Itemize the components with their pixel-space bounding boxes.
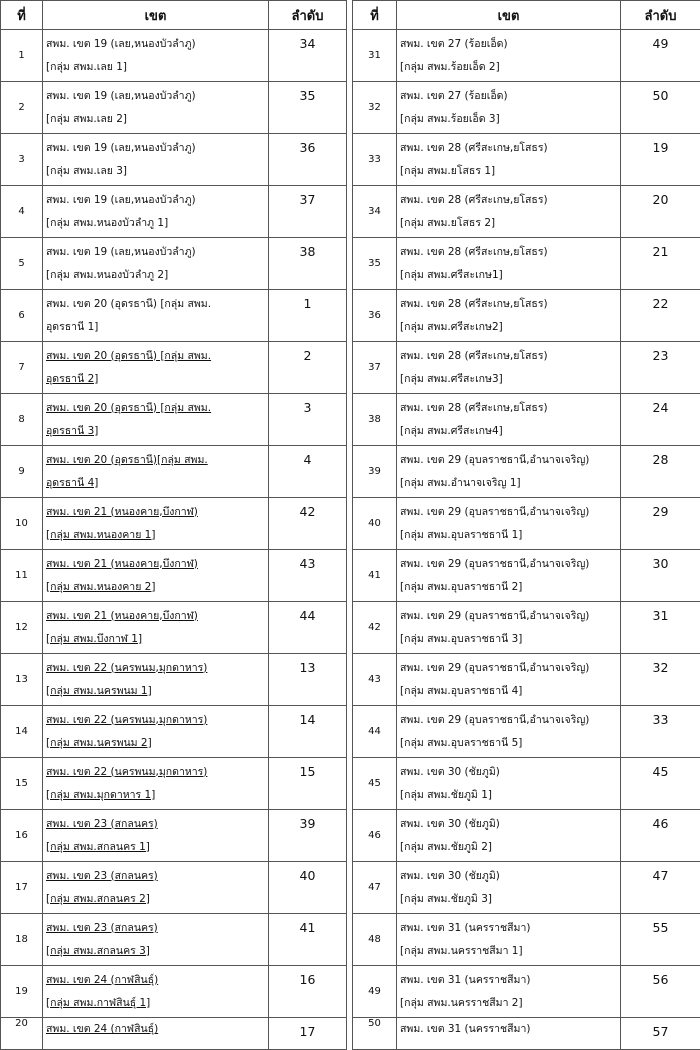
zone-line-1: สพม. เขต 20 (อุดรธานี) [กลุ่ม สพม. xyxy=(46,345,268,368)
zone-line-2: [กลุ่ม สพม.หนองคาย 2] xyxy=(46,576,268,599)
table-row xyxy=(353,134,700,186)
zone-cell xyxy=(43,186,269,238)
table-row xyxy=(1,862,347,914)
row-number: 38 xyxy=(353,394,397,446)
rank-cell: 19 xyxy=(621,134,700,186)
row-number: 8 xyxy=(1,394,43,446)
left-table-body xyxy=(1,30,347,1050)
row-number: 11 xyxy=(1,550,43,602)
zone-line-2: [กลุ่ม สพม.ชัยภูมิ 2] xyxy=(400,836,620,859)
zone-line-1: สพม. เขต 19 (เลย,หนองบัวลำภู) xyxy=(46,33,268,56)
rank-cell: 36 xyxy=(269,134,347,186)
zone-line-1: สพม. เขต 21 (หนองคาย,บึงกาฬ) xyxy=(46,553,268,576)
table-row xyxy=(353,706,700,758)
zone-line-2: [กลุ่ม สพม.สกลนคร 3] xyxy=(46,940,268,963)
rank-cell: 35 xyxy=(269,82,347,134)
zone-line-1: สพม. เขต 20 (อุดรธานี) [กลุ่ม สพม. xyxy=(46,397,268,420)
zone-line-2: [กลุ่ม สพม.ยโสธร 2] xyxy=(400,212,620,235)
row-number: 46 xyxy=(353,810,397,862)
zone-cell xyxy=(43,862,269,914)
zone-cell xyxy=(397,30,621,82)
table-row xyxy=(1,654,347,706)
zone-cell xyxy=(397,550,621,602)
zone-cell xyxy=(43,654,269,706)
rank-cell: 56 xyxy=(621,966,700,1018)
zone-line-2: อุดรธานี 3] xyxy=(46,420,268,443)
table-row xyxy=(353,82,700,134)
row-number: 43 xyxy=(353,654,397,706)
row-number: 20 xyxy=(1,1018,43,1050)
zone-line-2: [กลุ่ม สพม.ศรีสะเกษ1] xyxy=(400,264,620,287)
zone-cell xyxy=(43,394,269,446)
table-row xyxy=(1,290,347,342)
zone-line-1: สพม. เขต 28 (ศรีสะเกษ,ยโสธร) xyxy=(400,189,620,212)
zone-cell xyxy=(43,342,269,394)
rank-cell: 14 xyxy=(269,706,347,758)
row-number: 17 xyxy=(1,862,43,914)
rank-cell: 3 xyxy=(269,394,347,446)
zone-line-2: [กลุ่ม สพม.ศรีสะเกษ3] xyxy=(400,368,620,391)
row-number: 12 xyxy=(1,602,43,654)
header-zone: เขต xyxy=(397,1,621,30)
rank-cell: 46 xyxy=(621,810,700,862)
header-no: ที่ xyxy=(1,1,43,30)
zone-cell xyxy=(43,446,269,498)
header-rank: ลำดับ xyxy=(269,1,347,30)
rank-cell: 57 xyxy=(621,1018,700,1050)
zone-cell xyxy=(43,810,269,862)
rank-cell: 28 xyxy=(621,446,700,498)
zone-line-1: สพม. เขต 22 (นครพนม,มุกดาหาร) xyxy=(46,657,268,680)
left-ranking-table xyxy=(0,0,347,1050)
zone-line-2: [กลุ่ม สพม.อุบลราชธานี 2] xyxy=(400,576,620,599)
rank-cell: 43 xyxy=(269,550,347,602)
table-row xyxy=(353,342,700,394)
table-row xyxy=(353,238,700,290)
table-row xyxy=(1,342,347,394)
row-number: 7 xyxy=(1,342,43,394)
table-row xyxy=(1,186,347,238)
rank-cell: 31 xyxy=(621,602,700,654)
rank-cell: 22 xyxy=(621,290,700,342)
zone-line-1: สพม. เขต 27 (ร้อยเอ็ด) xyxy=(400,33,620,56)
zone-cell xyxy=(397,602,621,654)
zone-line-1: สพม. เขต 28 (ศรีสะเกษ,ยโสธร) xyxy=(400,293,620,316)
zone-cell xyxy=(397,914,621,966)
zone-line-1: สพม. เขต 31 (นครราชสีมา) xyxy=(400,917,620,940)
zone-cell xyxy=(397,862,621,914)
zone-line-1: สพม. เขต 28 (ศรีสะเกษ,ยโสธร) xyxy=(400,345,620,368)
table-row xyxy=(1,914,347,966)
zone-line-2: [กลุ่ม สพม.หนองคาย 1] xyxy=(46,524,268,547)
row-number: 16 xyxy=(1,810,43,862)
table-row xyxy=(1,134,347,186)
zone-line-1: สพม. เขต 19 (เลย,หนองบัวลำภู) xyxy=(46,137,268,160)
zone-line-1: สพม. เขต 20 (อุดรธานี) [กลุ่ม สพม. xyxy=(46,293,268,316)
rank-cell: 34 xyxy=(269,30,347,82)
zone-line-1: สพม. เขต 29 (อุบลราชธานี,อำนาจเจริญ) xyxy=(400,501,620,524)
rank-cell: 2 xyxy=(269,342,347,394)
header-row xyxy=(353,1,700,30)
table-row xyxy=(1,602,347,654)
rank-cell: 39 xyxy=(269,810,347,862)
table-row xyxy=(1,1018,347,1050)
zone-cell xyxy=(397,966,621,1018)
rank-cell: 17 xyxy=(269,1018,347,1050)
zone-cell xyxy=(397,82,621,134)
zone-cell xyxy=(397,290,621,342)
table-row xyxy=(1,446,347,498)
zone-line-1: สพม. เขต 29 (อุบลราชธานี,อำนาจเจริญ) xyxy=(400,553,620,576)
zone-line-2: [กลุ่ม สพม.อุบลราชธานี 1] xyxy=(400,524,620,547)
zone-line-2: [กลุ่ม สพม.เลย 2] xyxy=(46,108,268,131)
zone-cell xyxy=(43,550,269,602)
row-number: 3 xyxy=(1,134,43,186)
row-number: 36 xyxy=(353,290,397,342)
rank-cell: 13 xyxy=(269,654,347,706)
zone-cell xyxy=(397,706,621,758)
table-row xyxy=(1,550,347,602)
zone-line-2: [กลุ่ม สพม.ชัยภูมิ 3] xyxy=(400,888,620,911)
zone-line-2: [กลุ่ม สพม.หนองบัวลำภู 1] xyxy=(46,212,268,235)
row-number: 48 xyxy=(353,914,397,966)
zone-line-1: สพม. เขต 22 (นครพนม,มุกดาหาร) xyxy=(46,761,268,784)
zone-line-2: [กลุ่ม สพม.ศรีสะเกษ4] xyxy=(400,420,620,443)
zone-cell xyxy=(43,498,269,550)
zone-cell xyxy=(43,30,269,82)
zone-cell xyxy=(397,394,621,446)
zone-line-1: สพม. เขต 27 (ร้อยเอ็ด) xyxy=(400,85,620,108)
zone-cell xyxy=(397,498,621,550)
table-row xyxy=(1,706,347,758)
zone-line-2: [กลุ่ม สพม.เลย 3] xyxy=(46,160,268,183)
zone-line-2: [กลุ่ม สพม.ชัยภูมิ 1] xyxy=(400,784,620,807)
rank-cell: 20 xyxy=(621,186,700,238)
zone-line-2: [กลุ่ม สพม.บึงกาฬ 1] xyxy=(46,628,268,651)
row-number: 5 xyxy=(1,238,43,290)
rank-cell: 29 xyxy=(621,498,700,550)
rank-cell: 47 xyxy=(621,862,700,914)
zone-line-2: [กลุ่ม สพม.อำนาจเจริญ 1] xyxy=(400,472,620,495)
zone-line-1: สพม. เขต 28 (ศรีสะเกษ,ยโสธร) xyxy=(400,137,620,160)
table-row xyxy=(353,394,700,446)
row-number: 47 xyxy=(353,862,397,914)
rank-cell: 55 xyxy=(621,914,700,966)
rank-cell: 24 xyxy=(621,394,700,446)
zone-line-1: สพม. เขต 30 (ชัยภูมิ) xyxy=(400,813,620,836)
rank-cell: 37 xyxy=(269,186,347,238)
zone-line-1: สพม. เขต 29 (อุบลราชธานี,อำนาจเจริญ) xyxy=(400,449,620,472)
zone-cell xyxy=(43,1018,269,1050)
zone-line-1: สพม. เขต 30 (ชัยภูมิ) xyxy=(400,865,620,888)
row-number: 9 xyxy=(1,446,43,498)
zone-line-1: สพม. เขต 28 (ศรีสะเกษ,ยโสธร) xyxy=(400,241,620,264)
row-number: 10 xyxy=(1,498,43,550)
header-row xyxy=(1,1,347,30)
zone-cell xyxy=(397,186,621,238)
table-row xyxy=(353,862,700,914)
zone-line-1: สพม. เขต 19 (เลย,หนองบัวลำภู) xyxy=(46,189,268,212)
right-table-body xyxy=(353,30,700,1050)
row-number: 49 xyxy=(353,966,397,1018)
table-row xyxy=(1,498,347,550)
zone-line-1: สพม. เขต 20 (อุดรธานี)[กลุ่ม สพม. xyxy=(46,449,268,472)
rank-cell: 50 xyxy=(621,82,700,134)
zone-line-2: [กลุ่ม สพม.นครราชสีมา 2] xyxy=(400,992,620,1015)
zone-line-2: อุดรธานี 1] xyxy=(46,316,268,339)
zone-cell xyxy=(397,342,621,394)
zone-line-2: [กลุ่ม สพม.นครพนม 2] xyxy=(46,732,268,755)
row-number: 33 xyxy=(353,134,397,186)
zone-cell xyxy=(397,1018,621,1050)
table-row xyxy=(353,758,700,810)
zone-line-2: [กลุ่ม สพม.สกลนคร 2] xyxy=(46,888,268,911)
row-number: 50 xyxy=(353,1018,397,1050)
table-row xyxy=(1,238,347,290)
rank-cell: 15 xyxy=(269,758,347,810)
zone-line-1: สพม. เขต 31 (นครราชสีมา) xyxy=(400,969,620,992)
row-number: 32 xyxy=(353,82,397,134)
zone-cell xyxy=(43,134,269,186)
zone-cell xyxy=(43,758,269,810)
zone-line-1: สพม. เขต 19 (เลย,หนองบัวลำภู) xyxy=(46,241,268,264)
row-number: 35 xyxy=(353,238,397,290)
zone-line-2: [กลุ่ม สพม.ร้อยเอ็ด 2] xyxy=(400,56,620,79)
zone-line-2: [กลุ่ม สพม.ร้อยเอ็ด 3] xyxy=(400,108,620,131)
rank-cell: 45 xyxy=(621,758,700,810)
row-number: 6 xyxy=(1,290,43,342)
rank-cell: 33 xyxy=(621,706,700,758)
zone-line-1: สพม. เขต 29 (อุบลราชธานี,อำนาจเจริญ) xyxy=(400,605,620,628)
row-number: 13 xyxy=(1,654,43,706)
rank-cell: 32 xyxy=(621,654,700,706)
row-number: 1 xyxy=(1,30,43,82)
table-row xyxy=(353,602,700,654)
table-row xyxy=(353,1018,700,1050)
rank-cell: 38 xyxy=(269,238,347,290)
zone-line-1: สพม. เขต 19 (เลย,หนองบัวลำภู) xyxy=(46,85,268,108)
zone-cell xyxy=(397,654,621,706)
zone-line-1: สพม. เขต 21 (หนองคาย,บึงกาฬ) xyxy=(46,605,268,628)
zone-cell xyxy=(43,238,269,290)
zone-line-2: [กลุ่ม สพม.มุกดาหาร 1] xyxy=(46,784,268,807)
zone-line-1: สพม. เขต 31 (นครราชสีมา) xyxy=(400,1018,620,1040)
zone-line-2: [กลุ่ม สพม.อุบลราชธานี 4] xyxy=(400,680,620,703)
row-number: 2 xyxy=(1,82,43,134)
rank-cell: 23 xyxy=(621,342,700,394)
zone-cell xyxy=(397,446,621,498)
rank-cell: 1 xyxy=(269,290,347,342)
table-row xyxy=(353,498,700,550)
zone-cell xyxy=(43,706,269,758)
zone-line-2: [กลุ่ม สพม.อุบลราชธานี 3] xyxy=(400,628,620,651)
rank-cell: 49 xyxy=(621,30,700,82)
rank-cell: 21 xyxy=(621,238,700,290)
rank-cell: 16 xyxy=(269,966,347,1018)
zone-line-1: สพม. เขต 23 (สกลนคร) xyxy=(46,813,268,836)
row-number: 15 xyxy=(1,758,43,810)
zone-line-2: [กลุ่ม สพม.กาฬสินธุ์ 1] xyxy=(46,992,268,1015)
zone-cell xyxy=(397,238,621,290)
zone-line-1: สพม. เขต 21 (หนองคาย,บึงกาฬ) xyxy=(46,501,268,524)
table-row xyxy=(1,394,347,446)
zone-cell xyxy=(397,758,621,810)
zone-cell xyxy=(43,914,269,966)
table-row xyxy=(353,810,700,862)
table-row xyxy=(353,654,700,706)
row-number: 45 xyxy=(353,758,397,810)
zone-line-2: [กลุ่ม สพม.เลย 1] xyxy=(46,56,268,79)
table-row xyxy=(1,810,347,862)
zone-line-2: [กลุ่ม สพม.สกลนคร 1] xyxy=(46,836,268,859)
zone-line-1: สพม. เขต 28 (ศรีสะเกษ,ยโสธร) xyxy=(400,397,620,420)
rank-cell: 4 xyxy=(269,446,347,498)
zone-cell xyxy=(397,134,621,186)
table-row xyxy=(353,550,700,602)
header-zone: เขต xyxy=(43,1,269,30)
table-row xyxy=(353,186,700,238)
rank-cell: 41 xyxy=(269,914,347,966)
table-row xyxy=(353,290,700,342)
zone-line-2: [กลุ่ม สพม.นครราชสีมา 1] xyxy=(400,940,620,963)
rank-cell: 30 xyxy=(621,550,700,602)
zone-line-2: [กลุ่ม สพม.ยโสธร 1] xyxy=(400,160,620,183)
row-number: 44 xyxy=(353,706,397,758)
table-row xyxy=(353,30,700,82)
header-no: ที่ xyxy=(353,1,397,30)
row-number: 18 xyxy=(1,914,43,966)
zone-line-1: สพม. เขต 23 (สกลนคร) xyxy=(46,865,268,888)
row-number: 31 xyxy=(353,30,397,82)
table-row xyxy=(1,82,347,134)
zone-cell xyxy=(43,290,269,342)
zone-line-2: [กลุ่ม สพม.ศรีสะเกษ2] xyxy=(400,316,620,339)
zone-line-1: สพม. เขต 29 (อุบลราชธานี,อำนาจเจริญ) xyxy=(400,709,620,732)
row-number: 37 xyxy=(353,342,397,394)
table-row xyxy=(353,966,700,1018)
row-number: 39 xyxy=(353,446,397,498)
rank-cell: 42 xyxy=(269,498,347,550)
table-row xyxy=(353,914,700,966)
zone-line-2: อุดรธานี 2] xyxy=(46,368,268,391)
rank-cell: 40 xyxy=(269,862,347,914)
table-row xyxy=(1,966,347,1018)
header-rank: ลำดับ xyxy=(621,1,700,30)
zone-line-1: สพม. เขต 22 (นครพนม,มุกดาหาร) xyxy=(46,709,268,732)
zone-line-1: สพม. เขต 24 (กาฬสินธุ์) xyxy=(46,969,268,992)
row-number: 14 xyxy=(1,706,43,758)
zone-cell xyxy=(43,82,269,134)
zone-cell xyxy=(43,602,269,654)
zone-line-1: สพม. เขต 29 (อุบลราชธานี,อำนาจเจริญ) xyxy=(400,657,620,680)
zone-line-1: สพม. เขต 23 (สกลนคร) xyxy=(46,917,268,940)
zone-cell xyxy=(43,966,269,1018)
row-number: 4 xyxy=(1,186,43,238)
zone-line-1: สพม. เขต 24 (กาฬสินธุ์) xyxy=(46,1018,268,1040)
table-row xyxy=(1,30,347,82)
zone-cell xyxy=(397,810,621,862)
row-number: 40 xyxy=(353,498,397,550)
table-row xyxy=(353,446,700,498)
row-number: 19 xyxy=(1,966,43,1018)
table-row xyxy=(1,758,347,810)
rank-cell: 44 xyxy=(269,602,347,654)
row-number: 41 xyxy=(353,550,397,602)
zone-line-2: อุดรธานี 4] xyxy=(46,472,268,495)
row-number: 42 xyxy=(353,602,397,654)
right-ranking-table xyxy=(352,0,700,1050)
zone-line-1: สพม. เขต 30 (ชัยภูมิ) xyxy=(400,761,620,784)
zone-line-2: [กลุ่ม สพม.หนองบัวลำภู 2] xyxy=(46,264,268,287)
row-number: 34 xyxy=(353,186,397,238)
zone-line-2: [กลุ่ม สพม.นครพนม 1] xyxy=(46,680,268,703)
zone-line-2: [กลุ่ม สพม.อุบลราชธานี 5] xyxy=(400,732,620,755)
